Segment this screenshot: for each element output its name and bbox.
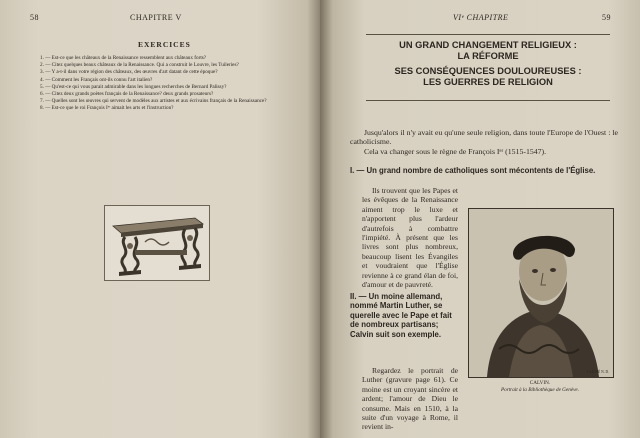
section-1-heading bbox=[350, 166, 618, 175]
caption-text: Portrait à la Bibliothèque de Genève. bbox=[500, 386, 580, 393]
portrait-icon bbox=[469, 209, 613, 377]
question-4: 4. — Comment les Français ont-ils connu l'art italien? bbox=[40, 76, 153, 83]
right-page-number: 59 bbox=[602, 13, 611, 22]
title-rule-bottom bbox=[366, 100, 610, 101]
intro-text bbox=[350, 128, 618, 156]
portrait-credit: CLICHÉ N. D. bbox=[587, 370, 609, 374]
exercises-title: EXERCICES bbox=[138, 40, 191, 49]
intro-paragraph-1: Jusqu'alors il n'y avait eu qu'une seule religion, dans toute l'Europe de l'Ouest : le catholicisme. bbox=[350, 128, 618, 147]
section-2-paragraph bbox=[362, 366, 458, 432]
question-7: 7. — Quelles sont les œuvres qui servent de modèles aux artistes et aux écrivains français de la Renaissance? bbox=[40, 98, 267, 105]
calvin-portrait bbox=[468, 208, 614, 378]
caption-name: CALVIN. bbox=[529, 380, 551, 386]
right-running-head: VIᵉ CHAPITRE bbox=[453, 13, 509, 22]
title-line-4: LES GUERRES DE RELIGION bbox=[423, 77, 553, 87]
question-2: 2. — Citez quelques beaux châteaux de la Renaissance. Qui a construit le Louvre, les Tuileries? bbox=[40, 62, 239, 69]
title-line-3: SES CONSÉQUENCES DOULOUREUSES : bbox=[394, 66, 582, 76]
section-1-title: Un grand nombre de catholiques sont mécontents de l'Église. bbox=[366, 166, 596, 175]
section-2-title: Un moine allemand, nommé Martin Luther, se querelle avec le Pape et fait de nombreux partisans; Calvin suit son exemple. bbox=[350, 292, 452, 339]
section-2-heading bbox=[350, 292, 462, 339]
renaissance-table-illustration bbox=[104, 205, 210, 281]
carved-table-icon bbox=[105, 206, 209, 280]
question-8: 8. — Est-ce que le roi François Iᵉʳ aimait les arts et l'instruction? bbox=[40, 105, 174, 112]
section-1-paragraph: Ils trouvent que les Papes et les évêques de la Renaissance aiment trop le luxe et n'apportent plus l'ardeur d'autrefois à combattre l'impiété. À présent que les livres sont plus nombreux, beaucoup lisent les Évangiles et voudraient que l'Église revienne à ce grand élan de foi, d'amour et de pauvreté. bbox=[362, 186, 458, 290]
section-2-number: II. — bbox=[350, 292, 367, 301]
chapter-title bbox=[360, 40, 616, 88]
title-line-1: UN GRAND CHANGEMENT RELIGIEUX : bbox=[399, 40, 577, 50]
left-running-head: CHAPITRE V bbox=[130, 13, 182, 22]
question-6: 6. — Citez deux grands poètes français de la Renaissance? deux grands prosateurs? bbox=[40, 91, 214, 98]
intro-paragraph-2: Cela va changer sous le règne de François Iᵉʳ (1515-1547). bbox=[364, 146, 547, 156]
portrait-caption bbox=[468, 380, 612, 393]
question-5: 5. — Qu'est-ce qui vous parait admirable dans les longues recherches de Bernard Palissy? bbox=[40, 83, 227, 90]
title-rule-top bbox=[366, 34, 610, 35]
question-1: 1. — Est-ce que les châteaux de la Renaissance ressemblent aux châteaux forts? bbox=[40, 55, 207, 61]
section-1-number: I. — bbox=[350, 166, 365, 175]
question-3: 3. — Y a-t-il dans votre région des châteaux, des œuvres d'art datant de cette époque? bbox=[40, 69, 218, 76]
title-line-2: LA RÉFORME bbox=[457, 51, 519, 61]
left-page-number: 58 bbox=[30, 13, 39, 22]
section-2-paragraph-text: Regardez le portrait de Luther (gravure page 61). Ce moine est un croyant sincère et ardent; l'amour de Dieu le consume. Mais en 1510, à la suite d'un voyage à Rome, il revient in- bbox=[362, 366, 458, 432]
exercise-questions bbox=[32, 55, 294, 113]
right-page bbox=[320, 0, 640, 438]
